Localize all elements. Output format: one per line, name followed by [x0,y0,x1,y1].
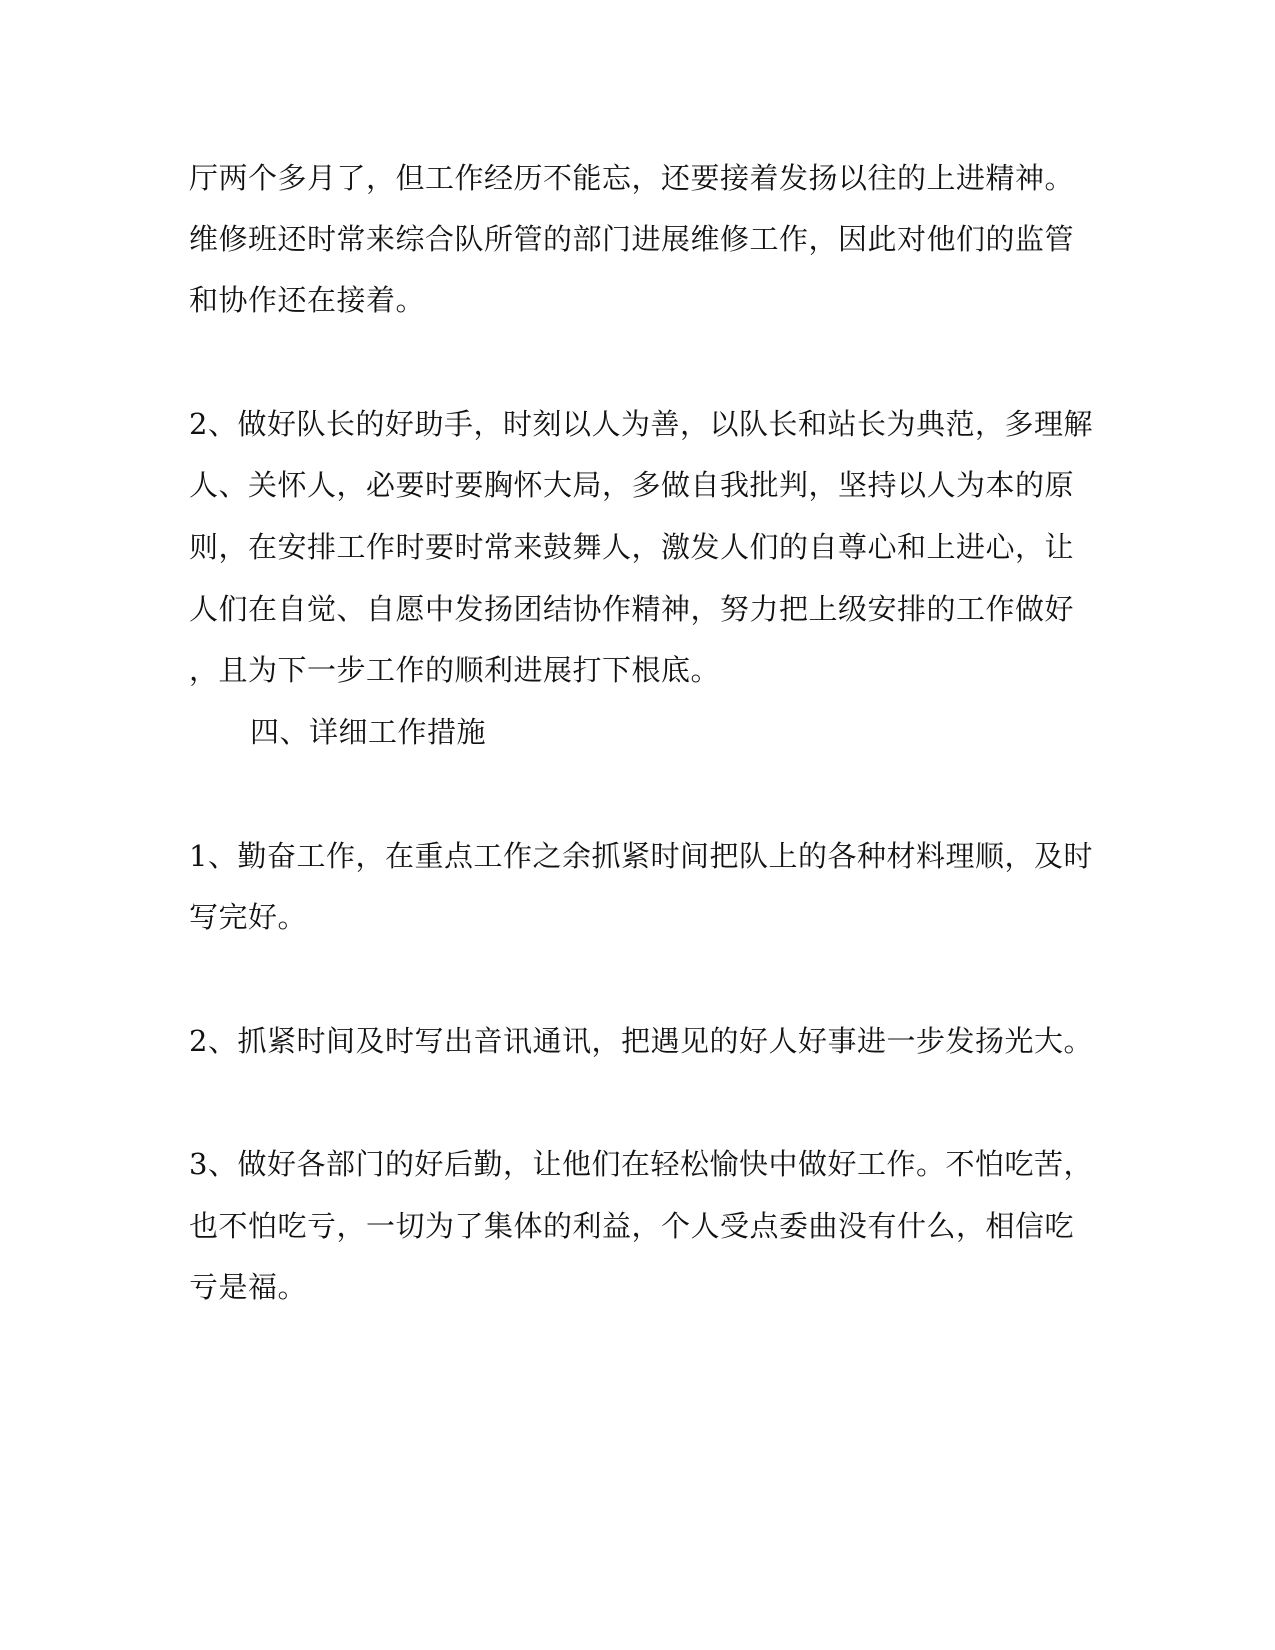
text-line: 厅两个多月了，但工作经历不能忘，还要接着发扬以往的上进精神。 [189,161,1075,195]
text-line: 则，在安排工作时要时常来鼓舞人，激发人们的自尊心和上进心，让 [189,530,1075,564]
text-line: 写完好。 [189,900,308,934]
text-line: ，且为下一步工作的顺利进展打下根底。 [189,653,721,687]
section-heading: 四、详细工作措施 [250,715,487,749]
text-line: 维修班还时常来综合队所管的部门进展维修工作，因此对他们的监管 [189,222,1075,256]
text-line: 2、抓紧时间及时写出音讯通讯，把遇见的好人好事进一步发扬光大。 [189,1024,1093,1058]
text-line: 人、关怀人，必要时要胸怀大局，多做自我批判，坚持以人为本的原 [189,468,1075,502]
text-line: 1、勤奋工作，在重点工作之余抓紧时间把队上的各种材料理顺，及时 [189,839,1093,873]
text-line: 3、做好各部门的好后勤，让他们在轻松愉快中做好工作。不怕吃苦， [189,1147,1093,1181]
text-line: 和协作还在接着。 [189,283,426,317]
text-line: 人们在自觉、自愿中发扬团结协作精神，努力把上级安排的工作做好 [189,592,1075,626]
text-line: 亏是福。 [189,1270,308,1304]
text-line: 2、做好队长的好助手，时刻以人为善，以队长和站长为典范，多理解 [189,407,1093,441]
text-line: 也不怕吃亏，一切为了集体的利益，个人受点委曲没有什么，相信吃 [189,1209,1075,1243]
